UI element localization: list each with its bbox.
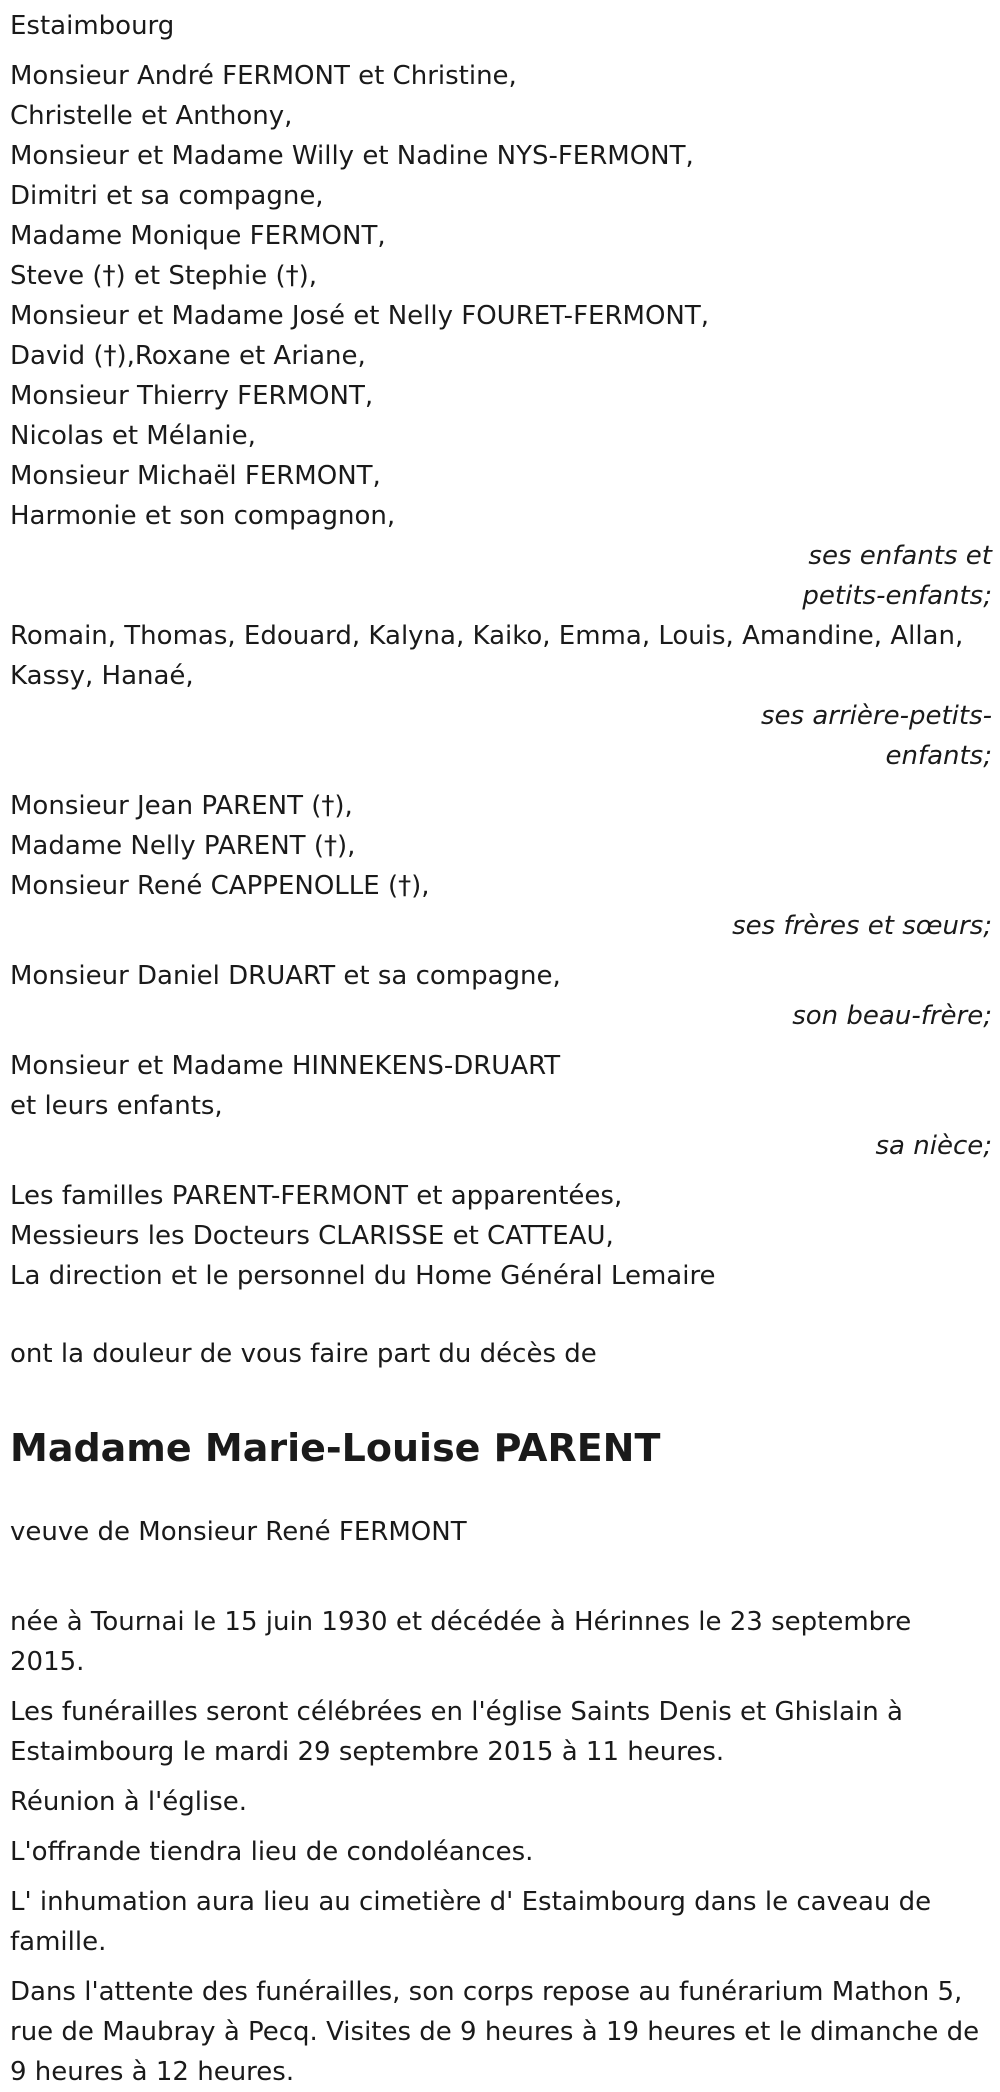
- family-line: Les familles PARENT-FERMONT et apparentées,: [10, 1181, 623, 1211]
- family-line: Messieurs les Docteurs CLARISSE et CATTEAU,: [10, 1221, 614, 1251]
- family-line: Monsieur Thierry FERMONT,: [10, 381, 374, 411]
- family-group-siblings: [10, 786, 992, 906]
- relation-line: ses enfants et: [808, 541, 992, 571]
- family-line: Monsieur et Madame Willy et Nadine NYS-FERMONT,: [10, 141, 694, 171]
- relation-niece: sa nièce;: [875, 1131, 992, 1161]
- family-line: Monsieur et Madame HINNEKENS-DRUART: [10, 1051, 561, 1081]
- burial-paragraph: L' inhumation aura lieu au cimetière d' Estaimbourg dans le caveau de famille.: [10, 1887, 932, 1957]
- family-line: Monsieur Daniel DRUART et sa compagne,: [10, 961, 561, 991]
- family-line: David (†),Roxane et Ariane,: [10, 341, 366, 371]
- family-line: Dimitri et sa compagne,: [10, 181, 324, 211]
- relation-siblings: ses frères et sœurs;: [732, 911, 992, 941]
- family-group-children: [10, 56, 992, 536]
- family-line: Nicolas et Mélanie,: [10, 421, 256, 451]
- relation-children: [10, 536, 992, 616]
- family-line: La direction et le personnel du Home Général Lemaire: [10, 1261, 716, 1291]
- family-line: Madame Nelly PARENT (†),: [10, 831, 356, 861]
- family-group-niece: [10, 1046, 992, 1126]
- family-line: Monsieur André FERMONT et Christine,: [10, 61, 517, 91]
- family-group-great-grandchildren: [10, 616, 992, 696]
- family-line: et leurs enfants,: [10, 1091, 223, 1121]
- family-line: Monsieur Jean PARENT (†),: [10, 791, 353, 821]
- family-group-others: [10, 1176, 992, 1296]
- family-line: Kassy, Hanaé,: [10, 661, 194, 691]
- offering-paragraph: L'offrande tiendra lieu de condoléances.: [10, 1837, 534, 1867]
- family-line: Monsieur René CAPPENOLLE (†),: [10, 871, 430, 901]
- family-line: Christelle et Anthony,: [10, 101, 293, 131]
- family-line: Harmonie et son compagnon,: [10, 501, 396, 531]
- family-line: Steve (†) et Stephie (†),: [10, 261, 318, 291]
- obituary-document: [10, 6, 992, 2092]
- relation-line: enfants;: [885, 741, 992, 771]
- details-section: [10, 1602, 992, 2092]
- announcement-text: ont la douleur de vous faire part du décès de: [10, 1339, 597, 1369]
- family-line: Monsieur et Madame José et Nelly FOURET-FERMONT,: [10, 301, 710, 331]
- relation-line: ses arrière-petits-: [761, 701, 992, 731]
- location-heading: Estaimbourg: [10, 11, 175, 41]
- relation-great-grandchildren: [10, 696, 992, 776]
- funeral-paragraph: Les funérailles seront célébrées en l'église Saints Denis et Ghislain à Estaimbourg le mardi 29 septembre 2015 à 11 heures.: [10, 1697, 903, 1767]
- visitation-paragraph: Dans l'attente des funérailles, son corps repose au funérarium Mathon 5, rue de Maubray à Pecq. Visites de 9 heures à 19 heures et le dimanche de 9 heures à 12 heures.: [10, 1977, 980, 2087]
- family-line: Monsieur Michaël FERMONT,: [10, 461, 381, 491]
- birth-death-paragraph: née à Tournai le 15 juin 1930 et décédée à Hérinnes le 23 septembre 2015.: [10, 1607, 912, 1677]
- family-line: Romain, Thomas, Edouard, Kalyna, Kaiko, Emma, Louis, Amandine, Allan,: [10, 621, 964, 651]
- widow-of-text: veuve de Monsieur René FERMONT: [10, 1517, 467, 1547]
- relation-line: petits-enfants;: [802, 581, 992, 611]
- family-line: Madame Monique FERMONT,: [10, 221, 386, 251]
- family-group-brother-in-law: [10, 956, 992, 996]
- deceased-name: Madame Marie-Louise PARENT: [10, 1426, 661, 1470]
- relation-brother-in-law: son beau-frère;: [792, 1001, 992, 1031]
- meeting-paragraph: Réunion à l'église.: [10, 1787, 248, 1817]
